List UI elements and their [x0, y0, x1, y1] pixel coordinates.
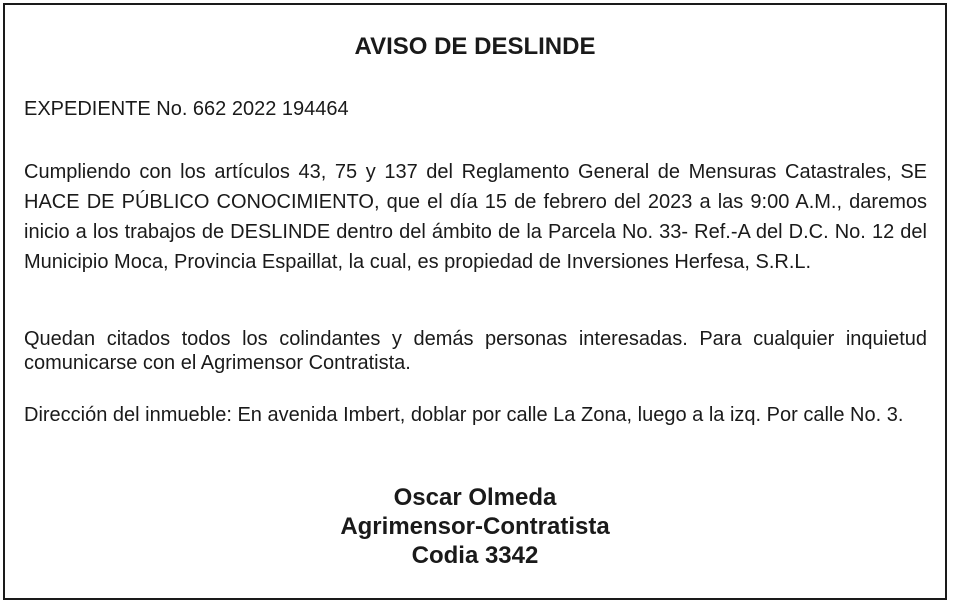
notice-frame: [3, 3, 947, 600]
notice-citation-paragraph: Quedan citados todos los colindantes y demás personas interesadas. Para cualquier inquietud comunicarse con el Agrimensor Contratista.: [24, 328, 927, 374]
signer-codia: Codia 3342: [411, 542, 539, 569]
signer-role: Agrimensor-Contratista: [340, 513, 610, 540]
signature-block: [5, 483, 945, 570]
notice-title: AVISO DE DESLINDE: [354, 33, 596, 60]
property-address-paragraph: Dirección del inmueble: En avenida Imbert, doblar por calle La Zona, luego a la izq. Por calle No. 3.: [24, 404, 904, 426]
notice-main-paragraph: Cumpliendo con los artículos 43, 75 y 137 del Reglamento General de Mensuras Catastrales, SE HACE DE PÚBLICO CONOCIMIENTO, que el día 15 de febrero del 2023 a las 9:00 A.M., daremos inicio a los trabajos de DESLINDE dentro del ámbito de la Parcela No. 33- Ref.-A del D.C. No. 12 del Municipio Moca, Provincia Espaillat, la cual, es propiedad de Inversiones Herfesa, S.R.L.: [24, 161, 927, 273]
signer-name: Oscar Olmeda: [393, 484, 557, 511]
expediente-number: EXPEDIENTE No. 662 2022 194464: [24, 98, 349, 120]
